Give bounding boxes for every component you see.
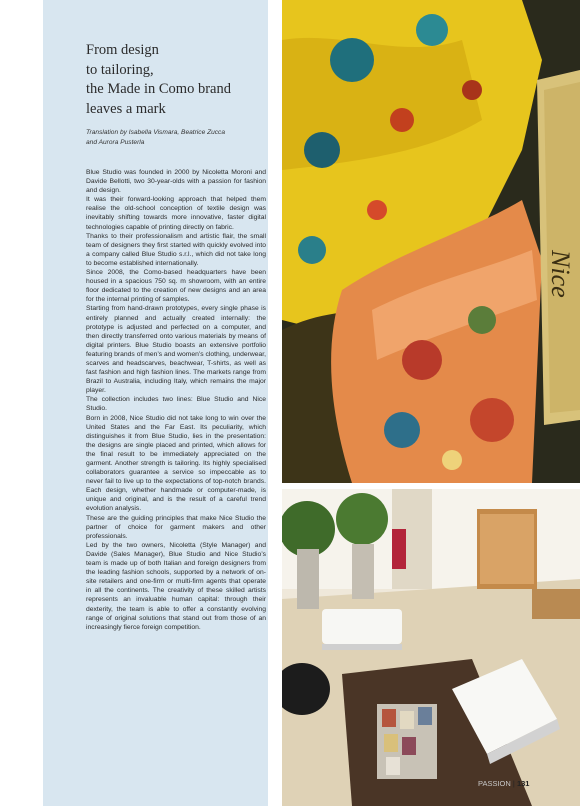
paragraph: Since 2008, the Como-based headquarters have been housed in a spacious 750 sq. m showroom, with an entire floor dedicated to the creation of new designs and an area for the internal printing of samples. [86, 269, 266, 304]
article-title [86, 41, 266, 119]
box-lettering: Nice [546, 250, 575, 298]
fabric-photo [282, 0, 580, 483]
magazine-name: PASSION [478, 779, 511, 788]
credits-line: Translation by Isabella Vismara, Beatrice Zucca [86, 129, 226, 136]
title-line: the Made in Como brand [86, 81, 231, 97]
paragraph: Born in 2008, Nice Studio did not take long to win over the United States and the Far East. Its peculiarity, which distinguishes it from Blue Studio, lies in the presentation: the designs are single placed and printed, which allows for the final result to be immediately appreciated on the garment. Another strength is tailoring. Its highly specialised collaborators guarantee a service so impeccable as to never fail to live up to the expectations of top-notch brands. Each design, whether handmade or computer-made, is unique and original, and is the result of a careful trend evolution analysis. [86, 414, 266, 513]
paragraph: Led by the two owners, Nicoletta (Style Manager) and Davide (Sales Manager), Blue Studio and Nice Studio’s team is made up of both Italian and foreign designers from the leading fashion schools, supported by a network of on-site retailers and one-firm or multi-firm agents that operate in all the continents. The creativity of these skilled artists represents an invaluable human capital: through their dexterity, the team is able to offer a constantly evolving range of original solutions that stand out from those of an increasingly fierce foreign competition. [86, 541, 266, 631]
paragraph: These are the guiding principles that make Nice Studio the partner of choice for garment makers and other professionals. [86, 514, 266, 540]
paragraph: Thanks to their professionalism and artistic flair, the small team of designers they first started with quickly evolved into a company called Blue Studio s.r.l., which did not take long to become established internationally. [86, 232, 266, 267]
paragraph: The collection includes two lines: Blue Studio and Nice Studio. [86, 396, 266, 413]
article-body [86, 168, 266, 632]
paragraph: Blue Studio was founded in 2000 by Nicoletta Moroni and Davide Bellotti, two 30-year-olds with a passion for fashion and design. [86, 169, 266, 195]
title-line: leaves a mark [86, 100, 166, 117]
translation-credits [86, 128, 261, 149]
page-footer [478, 779, 529, 788]
title-line: to tailoring, [86, 61, 154, 78]
paragraph: It was their forward-looking approach that helped them realise the old-school conception of textile design was inevitably shifting towards more innovative, faster digital technologies capable of printing directly on fabric. [86, 196, 266, 231]
credits-line: and Aurora Pusterla [86, 139, 145, 147]
folio-separator: | [512, 779, 517, 788]
showroom-photo [282, 489, 580, 806]
page-number: 131 [516, 779, 530, 788]
title-line: From design [86, 42, 159, 58]
paragraph: Starting from hand-drawn prototypes, every single phase is entirely planned and actually created internally: the prototype is adjusted and perfected on a computer, and then directly transferred onto various materials by means of digital printers. Blue Studio boasts an extensive portfolio featuring brands of men’s and women’s clothing, underwear, scarves and headscarves, beachwear, T-shirts, as well as fast fashion and high fashion lines. The markets range from Brazil to Australia, including Italy, which remains the major player. [86, 305, 266, 395]
